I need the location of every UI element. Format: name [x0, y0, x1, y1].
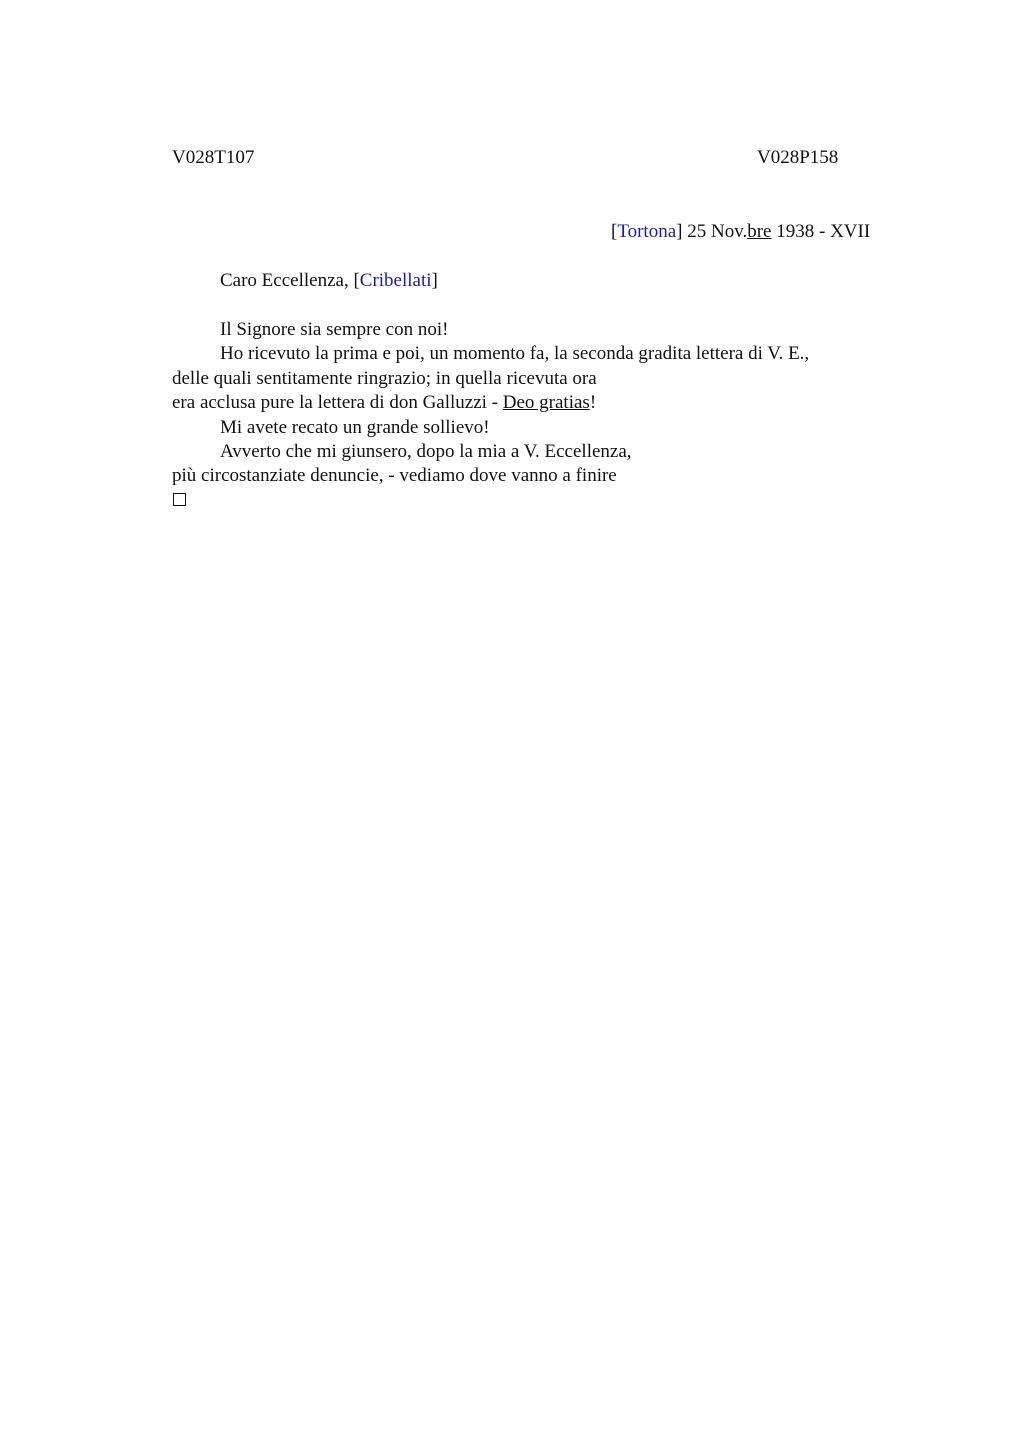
- body-line-2: Ho ricevuto la prima e poi, un momento fa, la seconda gradita lettera di V. E.,: [220, 343, 810, 364]
- body-line-4-pre: era acclusa pure la lettera di don Galluzzi -: [172, 392, 503, 413]
- document-code-left: V028T107: [172, 147, 255, 168]
- body-line-4-post: !: [589, 392, 597, 413]
- salutation-bracket-open: [: [353, 270, 360, 291]
- body-line-7: più circostanziate denuncie, - vediamo dove vanno a finire: [172, 465, 617, 486]
- dateline-bracket-close: ]: [676, 221, 683, 242]
- date-main: 25 Nov.: [682, 221, 748, 242]
- date-month-suffix: bre: [747, 221, 772, 242]
- document-code-right: V028P158: [757, 147, 839, 168]
- body-line-6: Avverto che mi giunsero, dopo la mia a V. Eccellenza,: [220, 441, 632, 462]
- body-line-5: Mi avete recato un grande sollievo!: [220, 417, 490, 438]
- body-line-4: [172, 391, 596, 415]
- salutation: [220, 269, 438, 293]
- dateline-bracket-open: [: [611, 221, 618, 242]
- deo-gratias: Deo gratias: [502, 392, 590, 413]
- body-line-1: Il Signore sia sempre con noi!: [220, 319, 449, 340]
- salutation-bracket-close: ]: [431, 270, 438, 291]
- checkbox[interactable]: [173, 493, 186, 506]
- place-link[interactable]: Tortona: [617, 221, 677, 242]
- body-line-3: delle quali sentitamente ringrazio; in quella ricevuta ora: [172, 368, 597, 389]
- dateline: [611, 220, 870, 244]
- date-rest: 1938 - XVII: [771, 221, 871, 242]
- salutation-text: Caro Eccellenza,: [220, 270, 354, 291]
- recipient-link[interactable]: Cribellati: [359, 270, 432, 291]
